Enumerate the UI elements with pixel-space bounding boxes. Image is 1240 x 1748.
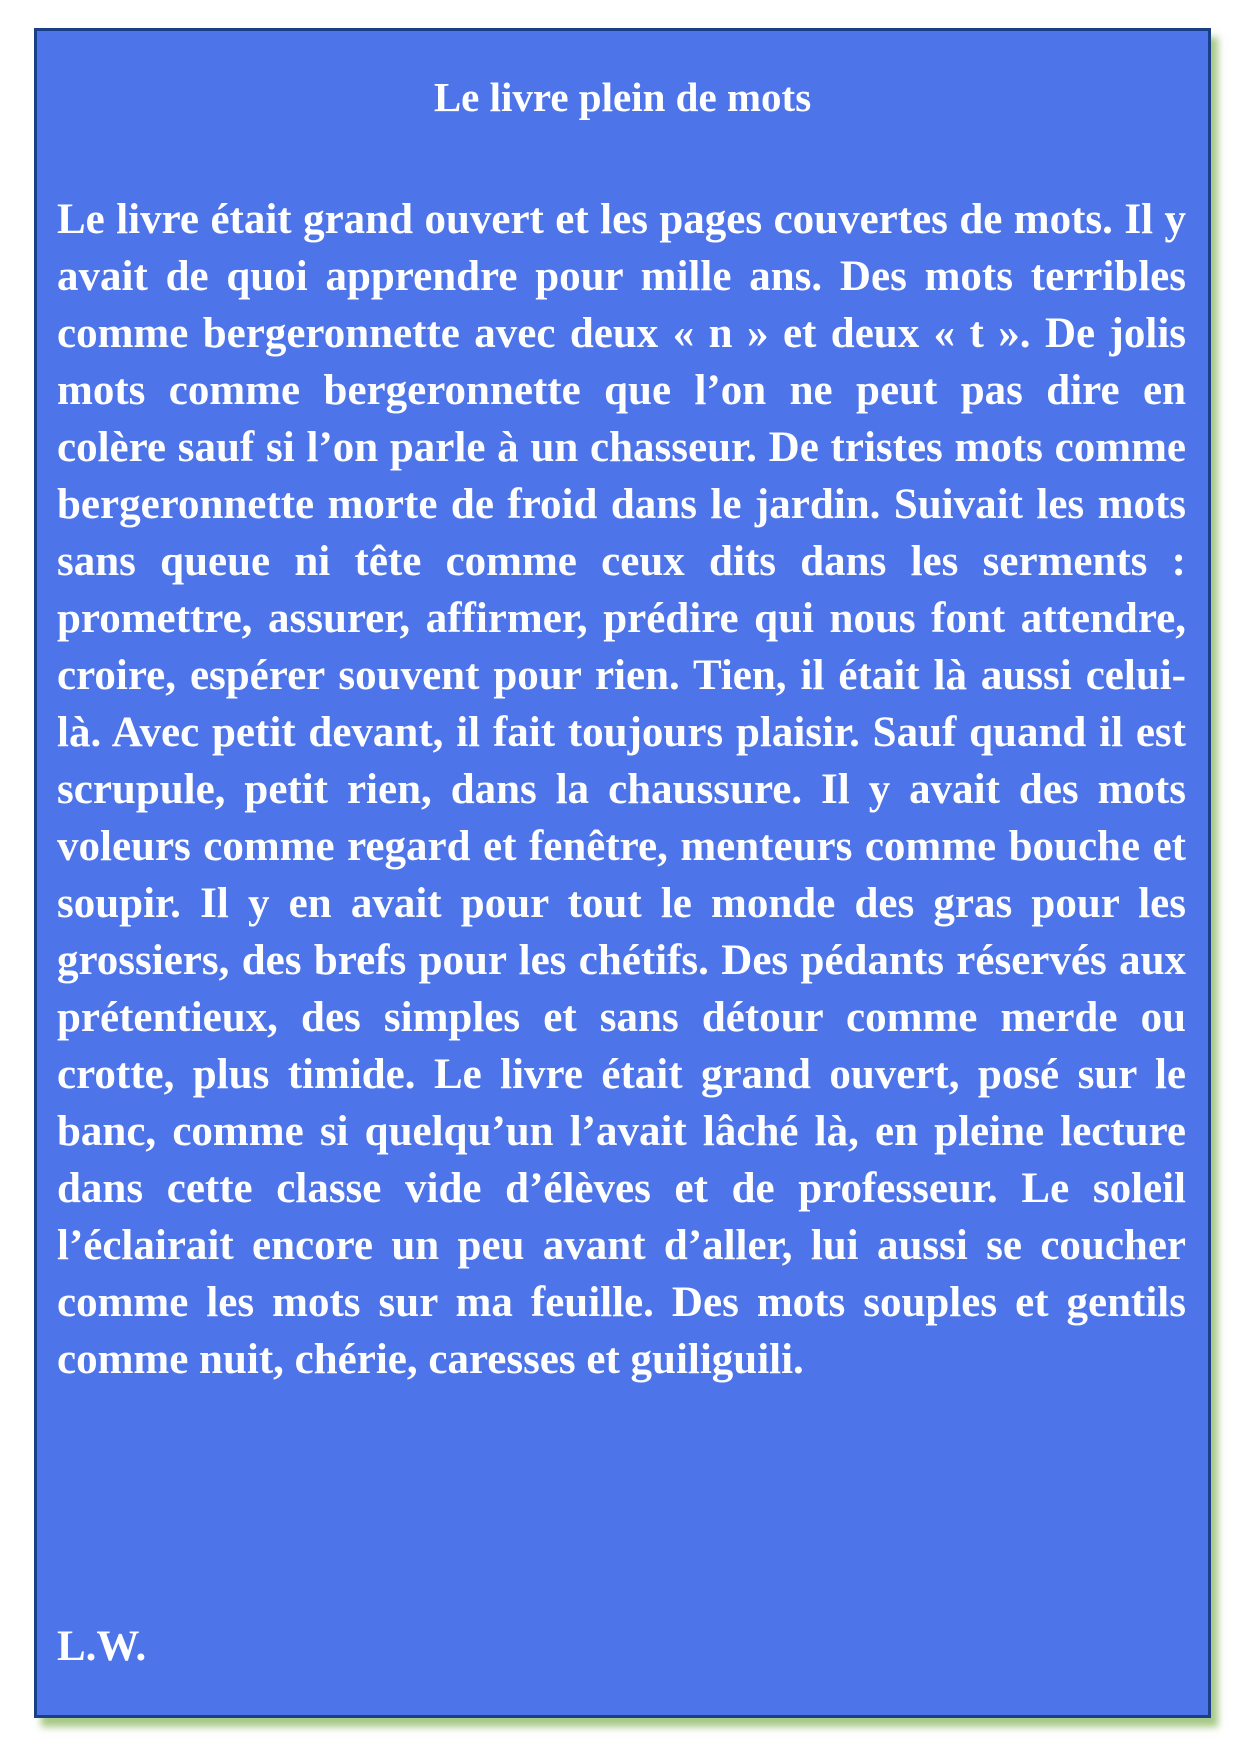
text-card (34, 28, 1211, 1718)
document-body: Le livre était grand ouvert et les pages couvertes de mots. Il y avait de quoi apprendre pour mille ans. Des mots terribles comme bergeronnette avec deux « n » et deux « t ». De jolis mots comme bergeronnette que l’on ne peut pas dire en colère sauf si l’on parle à un chasseur. De tristes mots comme bergeronnette morte de froid dans le jardin. Suivait les mots sans queue ni tête comme ceux dits dans les serments : promettre, assurer, affirmer, prédire qui nous font attendre, croire, espérer souvent pour rien. Tien, il était là aussi celui-là. Avec petit devant, il fait toujours plaisir. Sauf quand il est scrupule, petit rien, dans la chaussure. Il y avait des mots voleurs comme regard et fenêtre, menteurs comme bouche et soupir. Il y en avait pour tout le monde des gras pour les grossiers, des brefs pour les chétifs. Des pédants réservés aux prétentieux, des simples et sans détour comme merde ou crotte, plus timide. Le livre était grand ouvert, posé sur le banc, comme si quelqu’un l’avait lâché là, en pleine lecture dans cette classe vide d’élèves et de professeur. Le soleil l’éclairait encore un peu avant d’aller, lui aussi se coucher comme les mots sur ma feuille. Des mots souples et gentils comme nuit, chérie, caresses et guiliguili. (57, 196, 1186, 1383)
author-signature: L.W. (57, 1623, 147, 1670)
document-title: Le livre plein de mots (433, 74, 812, 120)
